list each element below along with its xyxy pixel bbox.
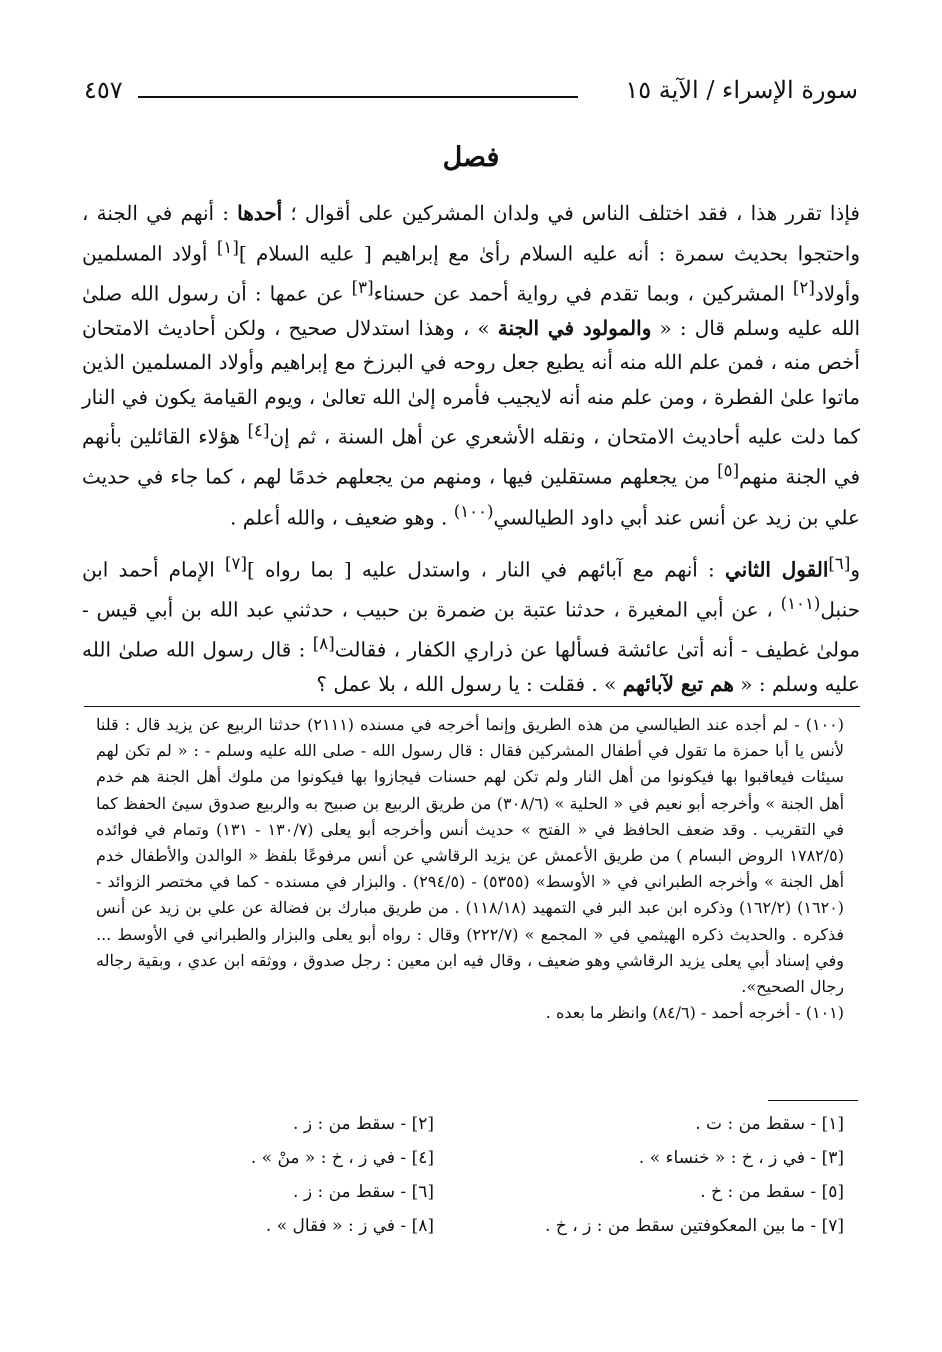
variant-ref: [١] xyxy=(216,237,239,257)
running-title: سورة الإسراء / الآية ١٥ xyxy=(625,76,858,104)
text-run: هؤلاء القائلين بأنهم في الجنة منهم xyxy=(82,424,860,490)
variant-row xyxy=(224,1114,844,1148)
variant-note: [١] - سقط من : ت . xyxy=(695,1114,844,1134)
text-run: من يجعلهم مستقلين فيها ، ومنهم من يجعلهم خدمًا لهم ، كما جاء في حديث علي بن زيد عن أنس عند أبي داود الطيالسي xyxy=(82,465,860,530)
variant-note: [٧] - ما بين المعكوفتين سقط من : ز ، خ . xyxy=(545,1216,844,1236)
footnote-101: (١٠١) - أخرجه أحمد - (٨٤/٦) وانظر ما بعده . xyxy=(545,1003,844,1023)
text-run: : قال رسول الله صلىٰ الله عليه وسلم : « xyxy=(82,637,860,697)
variant-note: [٢] - سقط من : ز . xyxy=(293,1114,434,1134)
bold-term: أحدها xyxy=(237,201,283,225)
page-header xyxy=(84,74,858,114)
variants-separator xyxy=(768,1100,858,1101)
main-text xyxy=(82,196,860,702)
variant-ref: [٣] xyxy=(351,277,374,297)
footnote-100: (١٠٠) - لم أجده عند الطيالسي من هذه الطريق وإنما أخرجه في مسنده (٢١١١) حدثنا الربيع عن يزيد قال : قلنا لأنس يا أبا حمزة ما تقول في أطفال المشركين فقال : قال رسول الله - صلى الله عليه وسلم - : « لم تكن لهم سيئات فيعاقبوا بها فيكونوا من أهل النار ولم تكن لهم حسنات فيجازوا بها فيكونوا من ملوك أهل الجنة هم خدم أهل الجنة » وأخرجه أبو نعيم في « الحلية » (٣٠٨/٦) من طريق الربيع بن صبيح به والربيع صدوق سيئ الحفظ كما في التقريب . وقد ضعف الحافظ في « الفتح » حديث أنس وأخرجه أبو يعلى (١٣٠/٧ - ١٣١) وتمام في فوائده (١٧٨٢/٥ الروض البسام ) من طريق الأعمش عن يزيد الرقاشي عن أنس مرفوعًا بلفظ « الوالدن والأطفال خدم أهل الجنة » وأخرجه الطبراني في « الأوسط» (٥٣٥٥) - (٢٩٤/٥) . والبزار في مسنده - كما في مختصر الزوائد - (١٦٢٠) (١٦٢/٢) وذكره ابن عبد البر في التمهيد (١١٨/١٨) . من طريق مبارك بن فضالة عن علي بن زيد عن أنس فذكره . والحديث ذكره الهيثمي في « المجمع » (٢٢٢/٧) وقال : رواه أبو يعلى والبزار والطبراني في الأوسط ... وفي إسناد أبي يعلى يزيد الرقاشي وهو ضعيف ، وقال فيه ابن معين : رجل صدوق ، ووثقه ابن عدي ، وبقية رجاله رجال الصحيح». xyxy=(96,715,845,997)
variant-ref: [٢] xyxy=(792,277,815,297)
variant-ref: [٨] xyxy=(312,634,335,654)
variant-row xyxy=(224,1216,844,1250)
text-run: : أنهم في الجنة ، واحتجوا بحديث سمرة : أنه عليه السلام رأىٰ مع إبراهيم [ عليه السلام ] xyxy=(82,201,860,266)
variant-ref: [٥] xyxy=(717,461,740,481)
paragraph-first-opinion xyxy=(82,196,860,535)
text-run: و xyxy=(850,557,861,582)
text-run: أولاد المسلمين وأولاد xyxy=(82,241,860,306)
page-number: ٤٥٧ xyxy=(84,76,123,104)
variant-note: [٣] - في ز ، خ : « خنساء » . xyxy=(638,1148,844,1168)
hadith-quote: والمولود في الجنة xyxy=(497,315,652,340)
text-run: » ، وهذا استدلال صحيح ، ولكن أحاديث الامتحان أخص منه ، فمن علم الله منه أنه يطيع جعل روحه في البرزخ مع إبراهيم وأولاد المسلمين الذين ماتوا علىٰ الفطرة ، ومن علم منه أنه لايجيب فأمره إلىٰ الله تعالىٰ ، ويوم القيامة يكون في النار كما دلت عليه أحاديث الامتحان ، ونقله الأشعري عن أهل السنة ، ثم إن xyxy=(82,315,860,449)
text-run: الإمام أحمد ابن حنبل xyxy=(82,557,860,622)
variant-note: [٤] - في ز ، خ : « منْ » . xyxy=(250,1148,434,1168)
footnote-ref: (١٠١) xyxy=(780,593,821,613)
text-run: : أنهم مع آبائهم في النار ، واستدل عليه [ بما رواه ] xyxy=(246,557,725,582)
footnote-separator xyxy=(84,706,860,707)
manuscript-variants xyxy=(224,1114,844,1250)
text-run: » . فقلت : يا رسول الله ، بلا عمل ؟ xyxy=(316,672,623,697)
text-run: فإذا تقرر هذا ، فقد اختلف الناس في ولدان المشركين على أقوال ؛ xyxy=(282,201,860,225)
paragraph-second-opinion xyxy=(82,547,860,702)
text-run: ، عن أبي المغيرة ، حدثنا عتبة بن ضمرة بن حبيب ، حدثني عبد الله بن أبي قيس - مولىٰ غطيف - أنه أتىٰ عائشة فسألها عن ذراري الكفار ، فقالت xyxy=(82,597,860,662)
variant-row xyxy=(224,1182,844,1216)
header-rule xyxy=(138,96,578,98)
text-run: عن عمها : أن رسول الله صلىٰ الله عليه وسلم قال : « xyxy=(82,281,860,340)
text-run: المشركين ، وبما تقدم في رواية أحمد عن حسناء xyxy=(373,281,793,306)
footnotes xyxy=(96,712,844,1026)
variant-note: [٦] - سقط من : ز . xyxy=(293,1182,434,1202)
variant-row xyxy=(224,1148,844,1182)
text-run: . وهو ضعيف ، والله أعلم . xyxy=(230,505,454,530)
variant-ref: [٦] xyxy=(828,553,851,573)
variant-ref: [٧] xyxy=(225,553,247,573)
hadith-quote: هم تبع لآبائهم xyxy=(622,672,734,697)
variant-ref: [٤] xyxy=(247,421,270,441)
bold-term: القول الثاني xyxy=(724,557,829,582)
footnote-ref: (١٠٠) xyxy=(453,501,494,521)
variant-note: [٥] - سقط من : خ . xyxy=(700,1182,844,1202)
section-title: فصل xyxy=(442,142,500,173)
variant-note: [٨] - في ز : « فقال » . xyxy=(265,1216,434,1236)
